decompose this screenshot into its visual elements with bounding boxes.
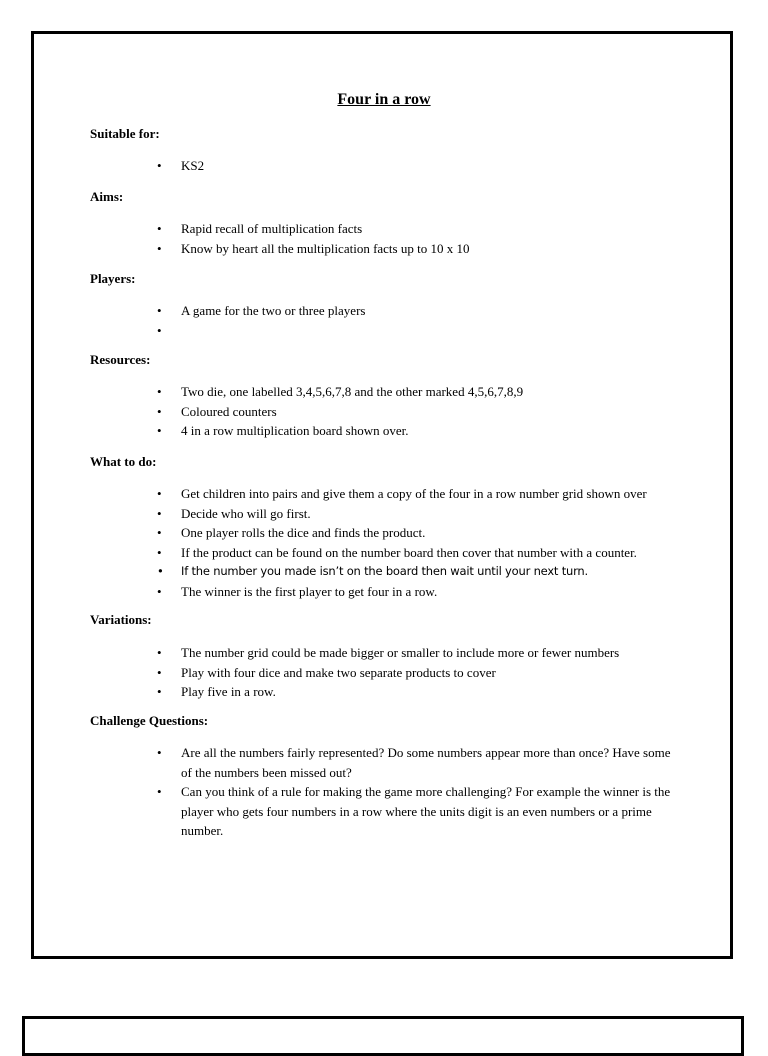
list-item: • A game for the two or three players (157, 301, 697, 321)
list-item: • The winner is the first player to get four in a row. (157, 582, 717, 602)
list-item: • 4 in a row multiplication board shown over. (157, 421, 697, 441)
list-item: • Coloured counters (157, 402, 697, 422)
variations-heading: Variations: (90, 612, 152, 627)
players-list (157, 301, 697, 340)
challenge-questions-heading: Challenge Questions: (90, 713, 209, 728)
list-item: • Get children into pairs and give them a copy of the four in a row number grid shown over (157, 484, 717, 504)
next-page-border (22, 1016, 744, 1056)
list-item: • Can you think of a rule for making the game more challenging? For example the winner is the player who gets four numbers in a row where the units digit is an even numbers or a prime number. (157, 782, 677, 841)
list-item: • Decide who will go first. (157, 504, 717, 524)
list-item: • The number grid could be made bigger or smaller to include more or fewer numbers (157, 643, 697, 663)
suitable-for-heading: Suitable for: (90, 126, 160, 141)
list-item: • Two die, one labelled 3,4,5,6,7,8 and the other marked 4,5,6,7,8,9 (157, 382, 697, 402)
list-item: • One player rolls the dice and finds the product. (157, 523, 717, 543)
list-item: • If the number you made isn’t on the board then wait until your next turn. (157, 562, 717, 582)
list-item: • Know by heart all the multiplication facts up to 10 x 10 (157, 239, 697, 259)
list-item: • Play five in a row. (157, 682, 697, 702)
list-item: • Are all the numbers fairly represented? Do some numbers appear more than once? Have some of the numbers been missed out? (157, 743, 677, 782)
list-item: • Rapid recall of multiplication facts (157, 219, 697, 239)
what-to-do-list (157, 484, 717, 601)
resources-list (157, 382, 697, 441)
list-item: • KS2 (157, 156, 697, 176)
variations-list (157, 643, 697, 702)
players-heading: Players: (90, 271, 136, 286)
what-to-do-heading: What to do: (90, 454, 157, 469)
challenge-questions-list (157, 743, 677, 841)
aims-list (157, 219, 697, 258)
aims-heading: Aims: (90, 189, 124, 204)
document-title: Four in a row (337, 91, 431, 108)
list-item: • Play with four dice and make two separate products to cover (157, 663, 697, 683)
list-item (157, 321, 697, 341)
suitable-for-list (157, 156, 697, 176)
resources-heading: Resources: (90, 352, 151, 367)
list-item: • If the product can be found on the number board then cover that number with a counter. (157, 543, 717, 563)
